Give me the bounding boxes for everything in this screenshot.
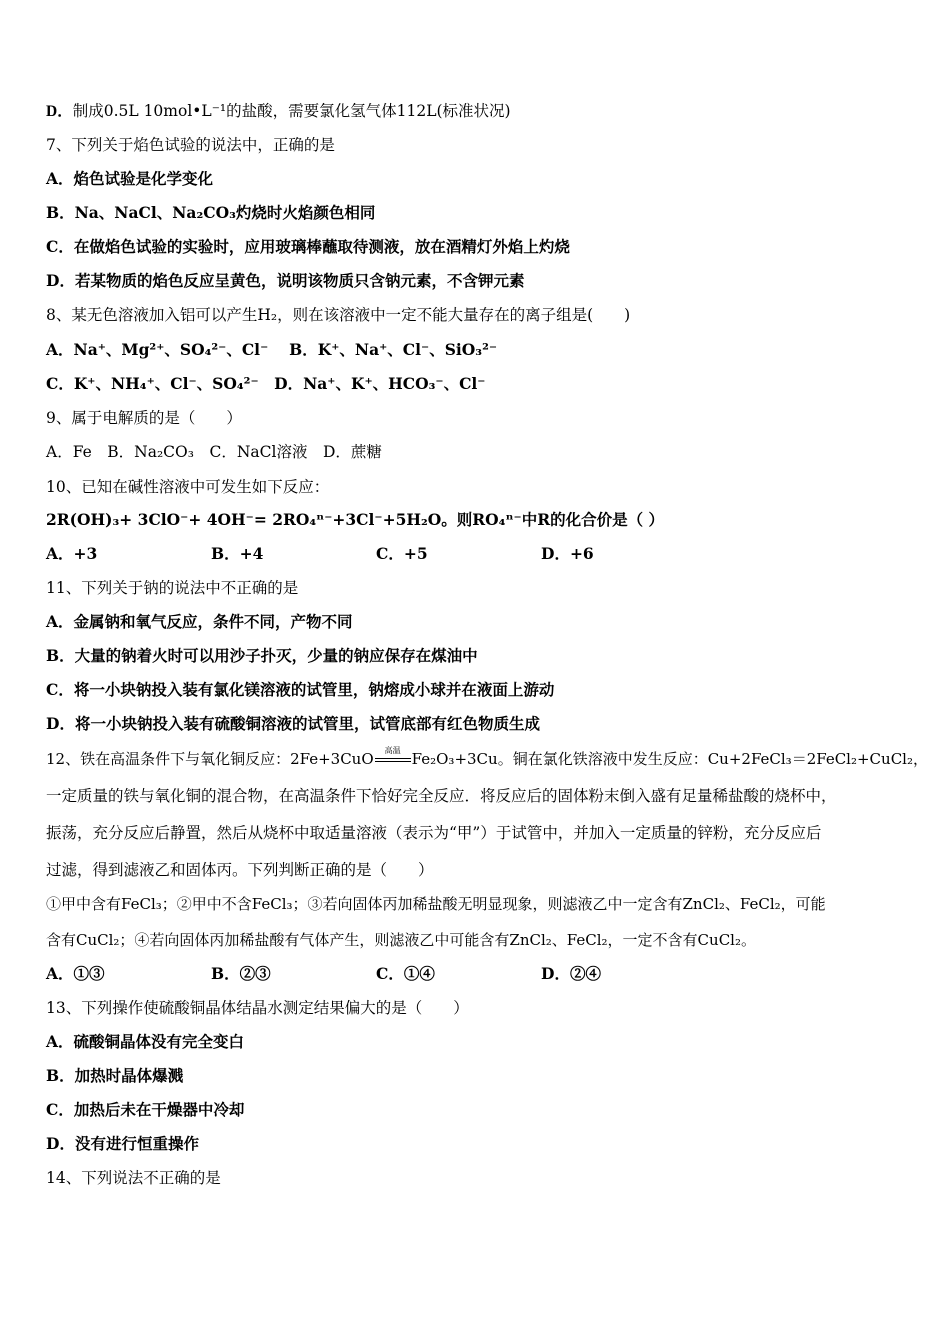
- q10-equation: 2R(OH)₃+ 3ClO⁻+ 4OH⁻= 2RO₄ⁿ⁻+3Cl⁻+5H₂O。则RO₄ⁿ⁻中R的化合价是（ ）: [46, 510, 664, 529]
- q7-option-a: A．焰色试验是化学变化: [46, 169, 214, 188]
- q13-option-b: B．加热时晶体爆溅: [46, 1066, 184, 1085]
- q12-reaction-part2: Fe₂O₃+3Cu。铜在氯化铁溶液中发生反应：Cu+2FeCl₃＝2FeCl₂+CuCl₂，: [411, 750, 928, 768]
- q10-option-b: B．+4: [211, 544, 264, 563]
- q11-option-b: B．大量的钠着火时可以用沙子扑灭，少量的钠应保存在煤油中: [46, 646, 478, 665]
- q10-stem: 10、已知在碱性溶液中可发生如下反应：: [46, 478, 330, 496]
- q10-option-c: C．+5: [376, 544, 428, 563]
- q6-option-d: [46, 100, 910, 123]
- q12-line3: 振荡，充分反应后静置，然后从烧杯中取适量溶液（表示为“甲”）于试管中，并加入一定质量的锌粉，充分反应后: [46, 824, 822, 842]
- q12-options: [46, 963, 910, 985]
- option-label: D．: [46, 103, 73, 120]
- q10-options: [46, 543, 910, 565]
- q11-option-a: A．金属钠和氧气反应，条件不同，产物不同: [46, 612, 353, 631]
- q8-stem: 8、某无色溶液加入铝可以产生H₂，则在该溶液中一定不能大量存在的离子组是( ): [46, 306, 631, 324]
- q7-option-c: C．在做焰色试验的实验时，应用玻璃棒蘸取待测液，放在酒精灯外焰上灼烧: [46, 237, 570, 256]
- q7-stem: 7、下列关于焰色试验的说法中，正确的是: [46, 136, 335, 154]
- q7-option-b: B．Na、NaCl、Na₂CO₃灼烧时火焰颜色相同: [46, 203, 376, 222]
- q12-option-a: A．①③: [46, 964, 105, 983]
- q12-reaction-part1: 12、铁在高温条件下与氧化铜反应：2Fe+3CuO: [46, 750, 374, 768]
- q12-option-c: C．①④: [376, 964, 435, 983]
- q13-option-d: D．没有进行恒重操作: [46, 1134, 199, 1153]
- q13-stem: 13、下列操作使硫酸铜晶体结晶水测定结果偏大的是（ ）: [46, 999, 469, 1017]
- q9-options: A．Fe B．Na₂CO₃ C．NaCl溶液 D．蔗糖: [46, 443, 382, 461]
- q11-option-d: D．将一小块钠投入装有硫酸铜溶液的试管里，试管底部有红色物质生成: [46, 714, 540, 733]
- q13-option-c: C．加热后未在干燥器中冷却: [46, 1100, 245, 1119]
- q12-line4: 过滤，得到滤液乙和固体丙。下列判断正确的是（ ）: [46, 861, 434, 879]
- q11-option-c: C．将一小块钠投入装有氯化镁溶液的试管里，钠熔成小球并在液面上游动: [46, 680, 555, 699]
- q12-line2: 一定质量的铁与氧化铜的混合物，在高温条件下恰好完全反应．将反应后的固体粉末倒入盛有足量稀盐酸的烧杯中，: [46, 787, 837, 805]
- q14-stem: 14、下列说法不正确的是: [46, 1169, 221, 1187]
- q8-options-cd: C．K⁺、NH₄⁺、Cl⁻、SO₄²⁻ D．Na⁺、K⁺、HCO₃⁻、Cl⁻: [46, 374, 486, 393]
- q10-option-a: A．+3: [46, 544, 98, 563]
- option-text: 制成0.5L 10mol•L⁻¹的盐酸，需要氯化氢气体112L(标准状况): [72, 102, 511, 120]
- q10-option-d: D．+6: [541, 544, 594, 563]
- q12-option-d: D．②④: [541, 964, 601, 983]
- q8-options-ab: A．Na⁺、Mg²⁺、SO₄²⁻、Cl⁻ B．K⁺、Na⁺、Cl⁻、SiO₃²⁻: [46, 340, 498, 359]
- q7-option-d: D．若某物质的焰色反应呈黄色，说明该物质只含钠元素，不含钾元素: [46, 271, 525, 290]
- q12-option-b: B．②③: [211, 964, 271, 983]
- q13-option-a: A．硫酸铜晶体没有完全变白: [46, 1032, 245, 1051]
- q12-line1: [46, 746, 928, 770]
- q12-line5: ①甲中含有FeCl₃；②甲中不含FeCl₃；③若向固体丙加稀盐酸无明显现象，则滤液乙中一定含有ZnCl₂、FeCl₂，可能: [46, 895, 826, 913]
- q12-line6: 含有CuCl₂；④若向固体丙加稀盐酸有气体产生，则滤液乙中可能含有ZnCl₂、FeCl₂，一定不含有CuCl₂。: [46, 931, 756, 949]
- reaction-arrow-icon: [374, 748, 412, 770]
- q11-stem: 11、下列关于钠的说法中不正确的是: [46, 579, 299, 597]
- arrow-condition: 高温: [384, 746, 401, 755]
- q9-stem: 9、属于电解质的是（ ）: [46, 409, 242, 427]
